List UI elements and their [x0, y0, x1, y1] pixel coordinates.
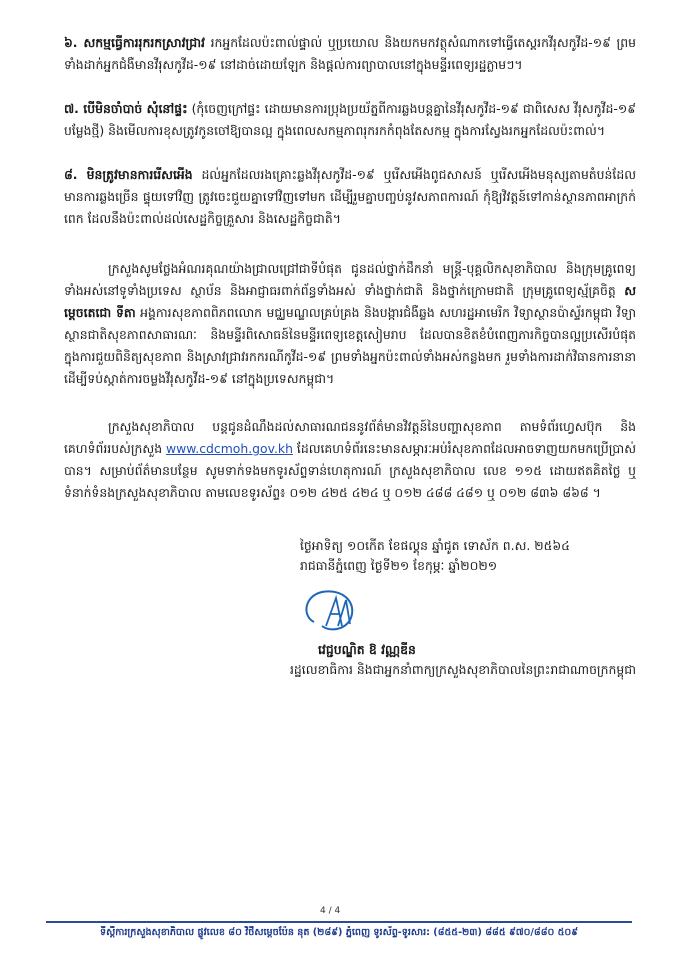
website-link[interactable]: www.cdcmoh.gov.kh [166, 441, 293, 456]
thanks-highlight: សម្តេចតេជោ ទីតា [64, 283, 636, 320]
thanks-text-start: ក្រសួងសូមថ្លែងអំណរគុណយ៉ាងជ្រាលជ្រៅជាទីបំផុត ជូនដល់ថ្នាក់ដឹកនាំ មន្ត្រី-បុគ្គលិកសុខាភិបាល និងក្រុមគ្រូពេទ្យទាំងអស់នៅទូទាំងប្រទេស ស្ថាប័ន និងអាជ្ញាធរពាក់ព័ន្ធទាំងអស់ ទាំងថ្នាក់ជាតិ និងថ្នាក់ក្រោមជាតិ ក្រុមគ្រូពេទ្យស្ម័គ្រចិត្ត [64, 261, 636, 298]
paragraph-item-6 [64, 32, 636, 76]
thanks-text-end: អង្គការសុខភាពពិភពលោក មជ្ឈមណ្ឌលគ្រប់គ្រង និងបង្ការជំងឺឆ្លង សហរដ្ឋអាមេរិក វិទ្យាស្ថានប៉ាស្ទ័រកម្ពុជា វិទ្យាស្ថានជាតិសុខភាពសាធារណៈ និងមន្ទីរពិសោធន៍នៃមន្ទីរពេទ្យខេត្តសៀមរាប ដែលបានខិតខំបំពេញភារកិច្ចបានល្អប្រសើរបំផុត ក្នុងការជួយពិនិត្យសុខភាព និងស្រាវជ្រាវរកករណីកូវីដ-១៩ ព្រមទាំងអ្នកប៉ះពាល់ទាំងអស់កន្លងមក រួមទាំងការដាក់វិធានការនានា ដើម្បីទប់ស្កាត់ការចម្លងវីរុសកូវីដ-១៩ នៅក្នុងប្រទេសកម្ពុជា។ [64, 305, 637, 386]
paragraph-item-7 [64, 98, 636, 142]
item-6-text: រកអ្នកដែលប៉ះពាល់ផ្ទាល់ ឬប្រយោល និងយកមកវត្ថុសំណាកទៅធ្វើតេស្តរកវីរុសកូវីដ-១៩ ព្រមទាំងដាក់អ្នកជំងឺមានវីរុសកូវីដ-១៩ នៅដាច់ដោយឡែក និងផ្តល់ការព្យាបាលនៅក្នុងមន្ទីរពេទ្យរដ្ឋភ្លាមៗ។ [64, 35, 636, 72]
signature-image [292, 586, 372, 638]
info-text-end: ដែលគេហទំព័រនេះមានសម្ភារៈអប់រំសុខភាពដែលអាចទាញយកមកប្រើប្រាស់បាន។ សម្រាប់ព័ត៌មានបន្ថែម សូមទាក់ទងមកទូរស័ព្ទទាន់ហេតុការណ៍ ក្រសួងសុខាភិបាល លេខ ១១៥ ដោយឥតគិតថ្លៃ ឬទំនាក់ទំនងក្រសួងសុខាភិបាល តាមលេខទូរស័ព្ទ៖ ០១២ ៤២៥ ៤២៤ ឬ ០១២ ៤៨៨ ៤៨១ ឬ ០១២ ៨៣៦ ៨៦៨ ។ [64, 441, 636, 500]
footer-divider [46, 921, 632, 923]
solar-date: រាជធានីភ្នំពេញ ថ្ងៃទី២១ ខែកុម្ភៈ ឆ្នាំ២០២១ [300, 558, 498, 573]
signer-name: វេជ្ជបណ្ឌិត ឱ វណ្ណឌីន [318, 642, 416, 657]
info-text-start: ក្រសួងសុខាភិបាល បន្តជូនដំណឹងដល់សាធារណជននូវព័ត៌មានវិវត្តន៍នៃបញ្ហាសុខភាព តាមទំព័រហ្វេសប៊ុក និងគេហទំព័ររបស់ក្រសួង [64, 419, 636, 456]
paragraph-thanks [64, 258, 636, 390]
paragraph-info [64, 416, 636, 504]
item-7-heading: ៧. បើមិនចាំបាច់ សុំនៅផ្ទះ [64, 101, 188, 116]
item-6-heading: ៦. សកម្មធ្វើការរុករកស្រាវជ្រាវ [64, 35, 205, 50]
signer-title: រដ្ឋលេខាធិការ និងជាអ្នកនាំពាក្យក្រសួងសុខាភិបាលនៃព្រះរាជាណាចក្រកម្ពុជា [290, 662, 637, 677]
item-8-text: ដល់អ្នកដែលរងគ្រោះឆ្លងវីរុសកូវីដ-១៩ ឬរើសអើងពូជសាសន៍ ឬរើសអើងមនុស្សតាមតំបន់ដែលមានការឆ្លងច្រើន ផ្ទុយទៅវិញ ត្រូវចេះជួយគ្នាទៅវិញទៅមក ដើម្បីរួមគ្នាបញ្ចប់នូវសភាពការណ៍ កុំឱ្យវិវត្តន៍ទៅកាន់ស្ថានភាពអាក្រក់ពេក ដែលនឹងប៉ះពាល់ដល់សេដ្ឋកិច្ចគ្រួសារ និងសេដ្ឋកិច្ចជាតិ។ [64, 167, 636, 226]
lunar-date: ថ្ងៃអាទិត្យ ១០កើត ខែផល្គុន ឆ្នាំជូត ទោស័ក ព.ស. ២៥៦៤ [300, 538, 570, 553]
item-7-text: (កុំចេញក្រៅផ្ទះ ដោយមានការប្រុងប្រយ័ត្នពីការឆ្លងបន្តគ្នានៃវីរុសកូវីដ-១៩ ជាពិសេស វីរុសកូវីដ-១៩ បម្លែងថ្មី) និងមើលការខុសត្រូវកូនចៅឱ្យបានល្អ ក្នុងពេលសកម្មភាពរុករកកំពុងតែសកម្ម ក្នុងការស្វែងរកអ្នកដែលប៉ះពាល់។ [64, 101, 637, 138]
paragraph-item-8 [64, 164, 636, 230]
footer-address: ទីស្តីការក្រសួងសុខាភិបាល ផ្លូវលេខ ៨០ វិថីសម្តេចប៉ែន នុត (២៨៩) ភ្នំពេញ ទូរស័ព្ទ-ទូរសារ: (៨៥៥-២៣) ៨៨៥ ៩៧០/៨៨០ ៥០៩ [99, 927, 579, 938]
item-8-heading: ៨. មិនត្រូវមានការរើសអើង [64, 167, 193, 182]
page-number: 4 / 4 [320, 906, 341, 916]
